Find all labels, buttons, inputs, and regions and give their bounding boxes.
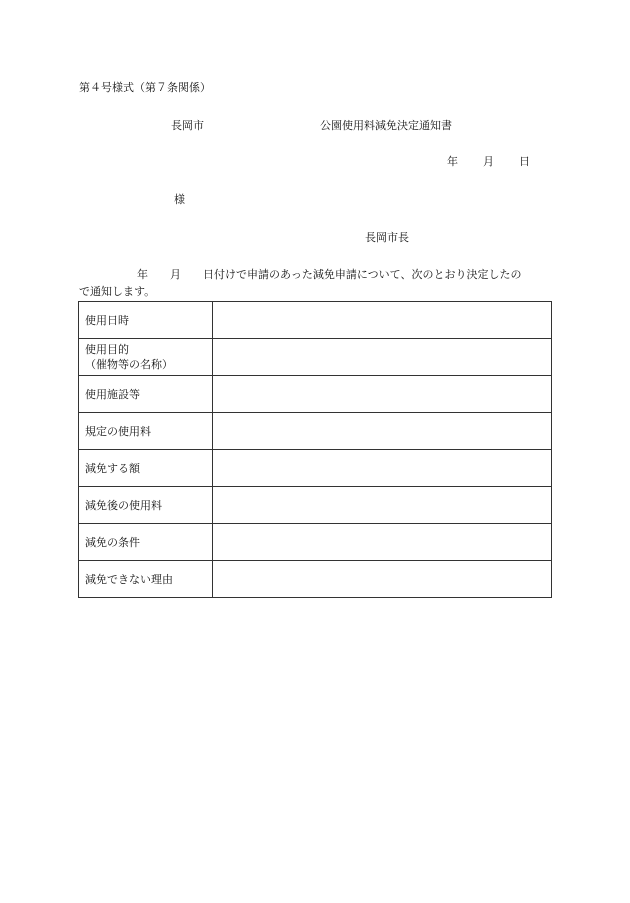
- date-day: 日: [519, 155, 530, 168]
- addressee-city: 長岡市: [171, 119, 204, 132]
- row-value: [213, 413, 552, 450]
- form-number: 第４号様式（第７条関係）: [79, 81, 211, 94]
- table-row: [79, 487, 552, 524]
- table-row: [79, 561, 552, 598]
- row-label-text: 使用日時: [85, 313, 129, 327]
- body-text-line2: で通知します。: [79, 285, 156, 298]
- row-value: [213, 450, 552, 487]
- notice-body: [79, 266, 555, 300]
- row-label-text: 使用施設等: [85, 387, 140, 401]
- row-value: [213, 339, 552, 376]
- body-text-line1: 日付けで申請のあった減免申請について、次のとおり決定したの: [203, 268, 522, 281]
- row-value: [213, 302, 552, 339]
- date-month: 月: [483, 155, 494, 168]
- table-row: [79, 450, 552, 487]
- row-label-text: 減免の条件: [85, 535, 140, 549]
- row-label: [79, 339, 213, 376]
- row-value: [213, 524, 552, 561]
- addressee-suffix: 様: [174, 193, 185, 206]
- row-label-text: 減免する額: [85, 461, 140, 475]
- row-label: [79, 413, 213, 450]
- row-label: [79, 302, 213, 339]
- row-label: [79, 561, 213, 598]
- date-year: 年: [447, 155, 458, 168]
- row-label-text: 規定の使用料: [85, 424, 151, 438]
- table-row: [79, 339, 552, 376]
- body-month: 月: [170, 268, 181, 281]
- row-label: [79, 524, 213, 561]
- issuer-name: 長岡市長: [365, 231, 409, 244]
- row-label: [79, 450, 213, 487]
- table-row: [79, 524, 552, 561]
- decision-details-table: [78, 301, 552, 598]
- row-label-text: 使用目的: [85, 343, 129, 356]
- row-value: [213, 376, 552, 413]
- table-row: [79, 302, 552, 339]
- row-label-subtext: （催物等の名称）: [85, 358, 173, 371]
- row-label-text: 減免できない理由: [85, 572, 173, 586]
- row-value: [213, 487, 552, 524]
- table-row: [79, 376, 552, 413]
- row-label-text: 減免後の使用料: [85, 498, 162, 512]
- body-year: 年: [137, 268, 148, 281]
- document-title: 公園使用料減免決定通知書: [320, 119, 452, 132]
- row-value: [213, 561, 552, 598]
- row-label: [79, 376, 213, 413]
- table-row: [79, 413, 552, 450]
- row-label: [79, 487, 213, 524]
- date-line: [447, 155, 530, 169]
